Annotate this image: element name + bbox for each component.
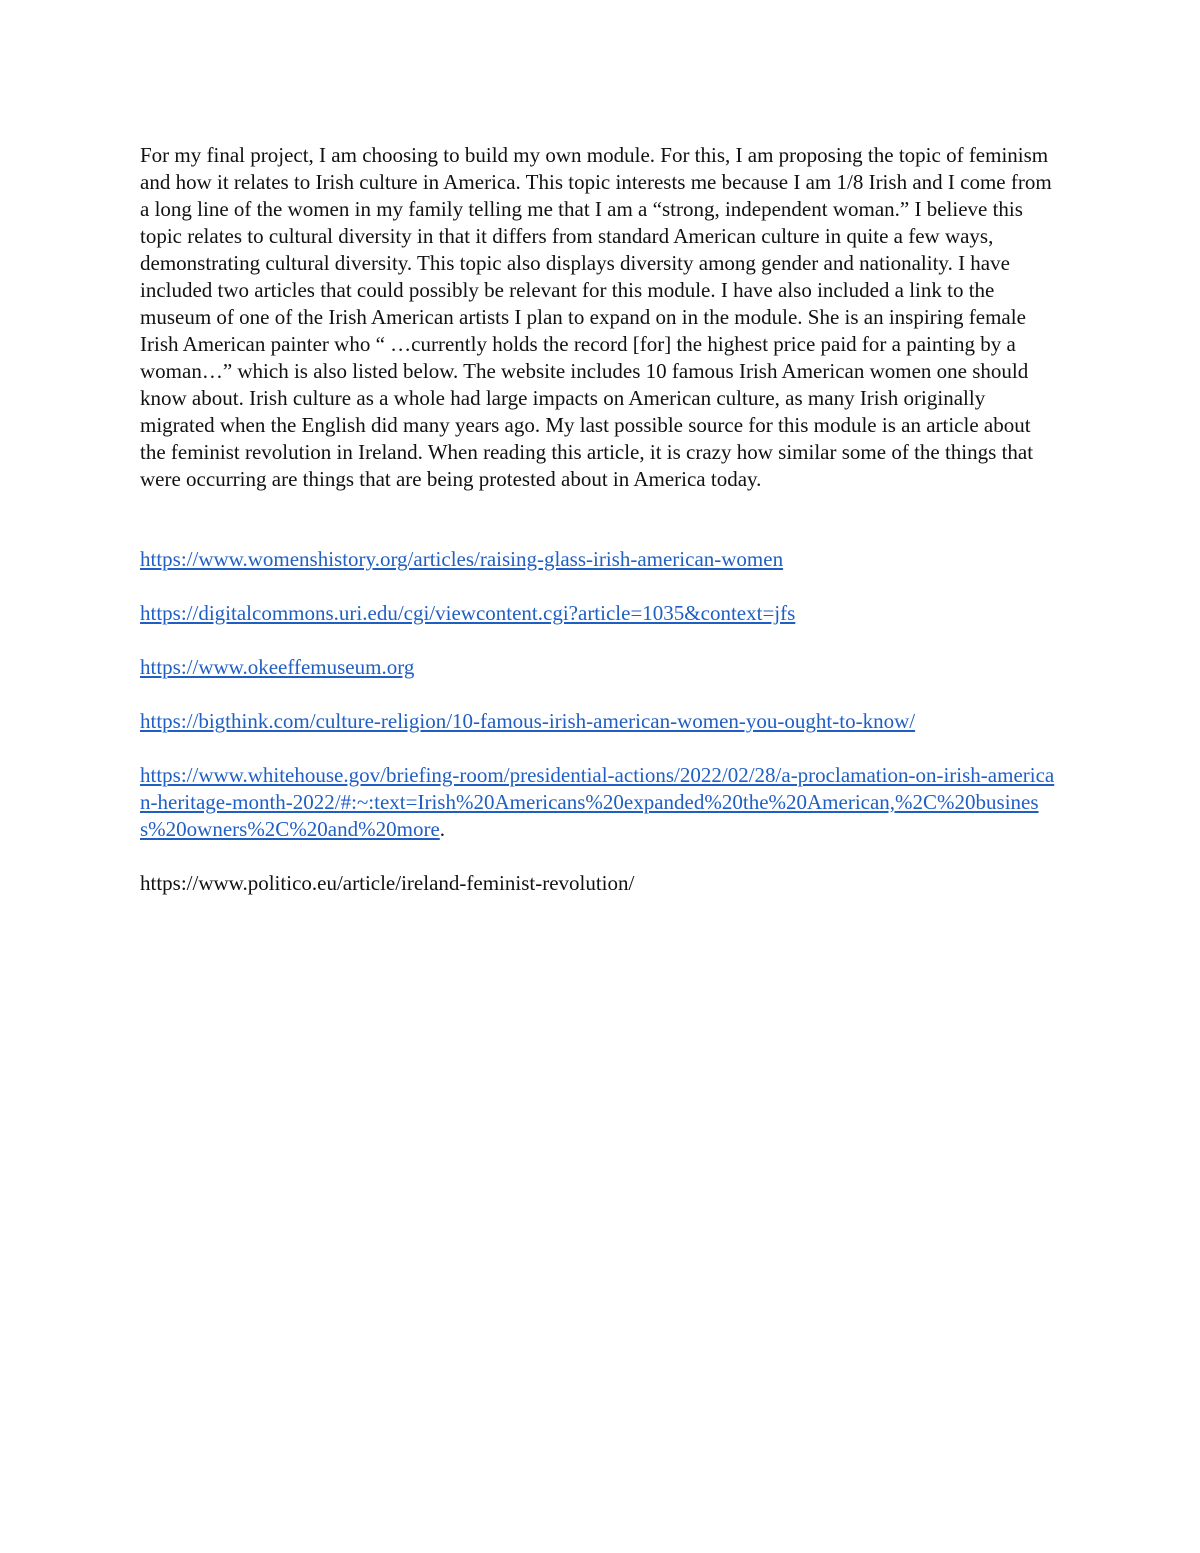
link-item xyxy=(140,600,1060,627)
link-list xyxy=(140,546,1060,897)
link-womenshistory[interactable]: https://www.womenshistory.org/articles/raising-glass-irish-american-women xyxy=(140,547,784,571)
link-okeeffemuseum[interactable]: https://www.okeeffemuseum.org xyxy=(140,655,415,679)
link-digitalcommons[interactable]: https://digitalcommons.uri.edu/cgi/viewcontent.cgi?article=1035&context=jfs xyxy=(140,601,796,625)
link-trailing-period: . xyxy=(439,817,446,841)
document-content xyxy=(140,142,1060,897)
link-item xyxy=(140,546,1060,573)
link-whitehouse[interactable]: https://www.whitehouse.gov/briefing-room/presidential-actions/2022/02/28/a-proclamation-on-irish-american-heritage-month-2022/#:~:text=Irish%20Americans%20expanded%20the%20American,%2C%20business%20owners%2C%20and%20more xyxy=(140,763,1055,841)
plain-url-politico: https://www.politico.eu/article/ireland-feminist-revolution/ xyxy=(140,871,635,895)
link-item xyxy=(140,654,1060,681)
link-item xyxy=(140,708,1060,735)
link-item xyxy=(140,762,1060,843)
body-paragraph: For my final project, I am choosing to build my own module. For this, I am proposing the topic of feminism and how it relates to Irish culture in America. This topic interests me because I am 1/8 Irish and I come from a long line of the women in my family telling me that I am a “strong, independent woman.” I believe this topic relates to cultural diversity in that it differs from standard American culture in quite a few ways, demonstrating cultural diversity. This topic also displays diversity among gender and nationality. I have included two articles that could possibly be relevant for this module. I have also included a link to the museum of one of the Irish American artists I plan to expand on in the module. She is an inspiring female Irish American painter who “ …currently holds the record [for] the highest price paid for a painting by a woman…” which is also listed below. The website includes 10 famous Irish American women one should know about. Irish culture as a whole had large impacts on American culture, as many Irish originally migrated when the English did many years ago. My last possible source for this module is an article about the feminist revolution in Ireland. When reading this article, it is crazy how similar some of the things that were occurring are things that are being protested about in America today. xyxy=(140,143,1052,491)
link-bigthink[interactable]: https://bigthink.com/culture-religion/10-famous-irish-american-women-you-ought-to-know/ xyxy=(140,709,916,733)
